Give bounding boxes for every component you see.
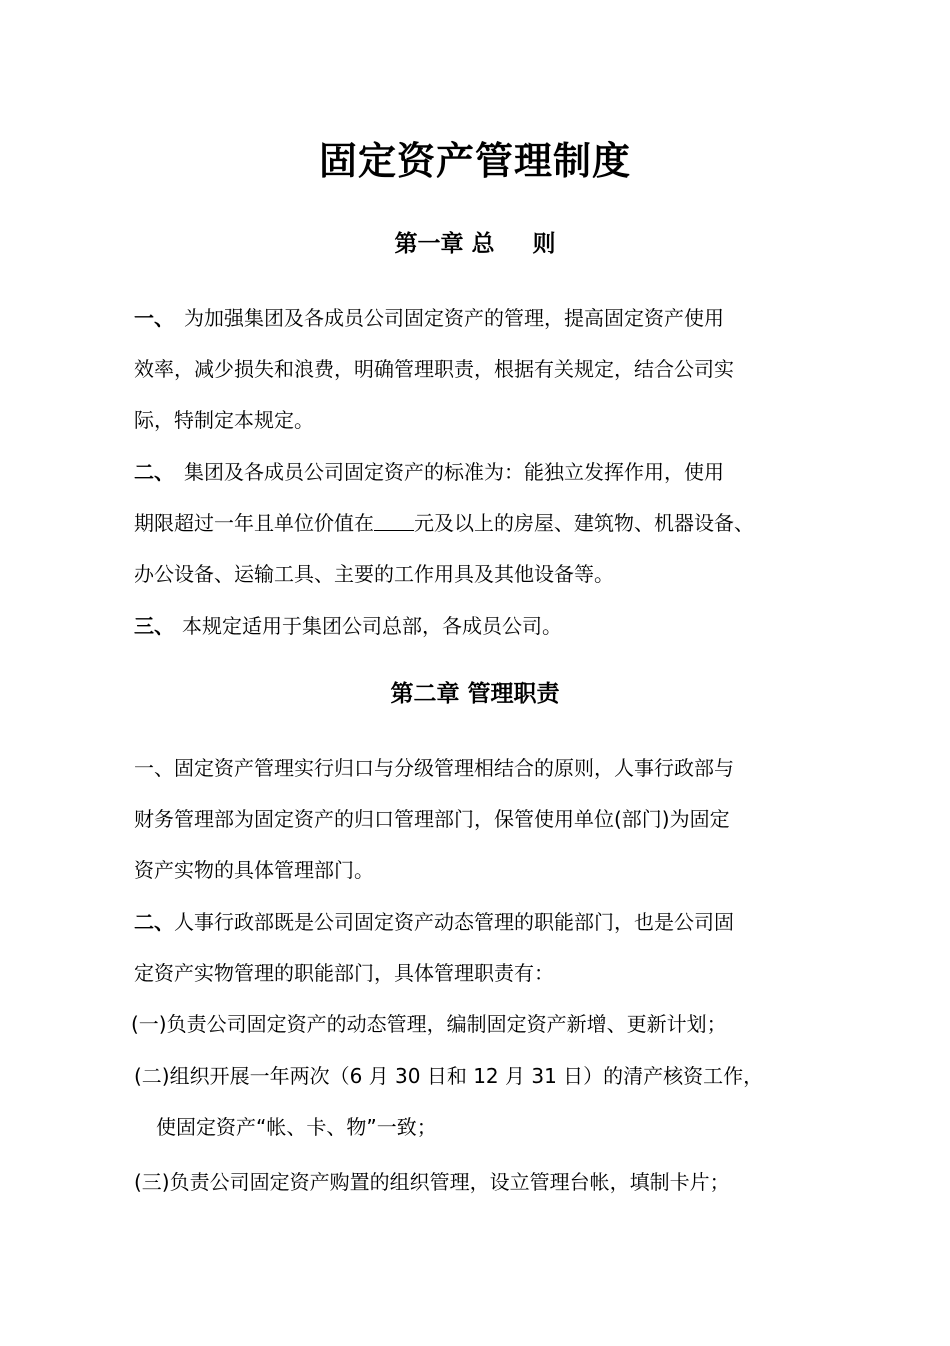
- ch2-sub-item-1: (一)负责公司固定资产的动态管理，编制固定资产新增、更新计划；: [131, 1012, 727, 1036]
- ch2-sub-item-2-line-1: (二)组织开展一年两次（6 月 30 日和 12 月 31 日）的清产核资工作，: [134, 1064, 764, 1088]
- value-blank: [374, 510, 414, 531]
- ch2-item-1-line-1: 一、固定资产管理实行归口与分级管理相结合的原则，人事行政部与: [134, 756, 734, 780]
- ch2-item-2-line-1: 二、人事行政部既是公司固定资产动态管理的职能部门，也是公司固: [134, 910, 734, 934]
- ch2-item-1-line-2: 财务管理部为固定资产的归口管理部门，保管使用单位(部门)为固定: [134, 807, 730, 831]
- ch1-item-3-line-1: 三、 本规定适用于集团公司总部，各成员公司。: [134, 614, 562, 638]
- ch2-sub-item-2-line-2: 使固定资产“帐、卡、物”一致；: [156, 1115, 437, 1139]
- ch1-item-2-line-2: 期限超过一年且单位价值在 元及以上的房屋、建筑物、机器设备、: [134, 511, 754, 535]
- ch2-item-2-number: 二、: [134, 910, 174, 934]
- chapter-1-heading-right: 则: [532, 231, 556, 257]
- ch1-item-2-line-3: 办公设备、运输工具、主要的工作用具及其他设备等。: [134, 562, 614, 586]
- chapter-1-heading: [0, 228, 950, 260]
- ch1-item-3-number: 三、: [134, 614, 174, 638]
- ch2-item-1-number: 一、: [134, 756, 174, 780]
- ch2-item-1-line-3: 资产实物的具体管理部门。: [134, 858, 374, 882]
- ch1-item-1-number: 一、: [134, 306, 174, 330]
- ch1-item-1-line-2: 效率，减少损失和浪费，明确管理职责，根据有关规定，结合公司实: [134, 357, 734, 381]
- chapter-1-heading-left: 第一章 总: [394, 231, 495, 257]
- ch2-sub-item-3: (三)负责公司固定资产购置的组织管理，设立管理台帐，填制卡片；: [134, 1170, 730, 1194]
- chapter-2-heading: 第二章 管理职责: [390, 681, 560, 707]
- ch1-item-2-number: 二、: [134, 460, 174, 484]
- ch1-item-2-line-1: 二、 集团及各成员公司固定资产的标准为：能独立发挥作用，使用: [134, 460, 724, 484]
- ch1-item-1-line-3: 际，特制定本规定。: [134, 408, 314, 432]
- ch2-item-2-line-2: 定资产实物管理的职能部门，具体管理职责有：: [134, 961, 554, 985]
- document-title: 固定资产管理制度: [318, 139, 631, 183]
- ch1-item-1-line-1: 一、 为加强集团及各成员公司固定资产的管理，提高固定资产使用: [134, 306, 724, 330]
